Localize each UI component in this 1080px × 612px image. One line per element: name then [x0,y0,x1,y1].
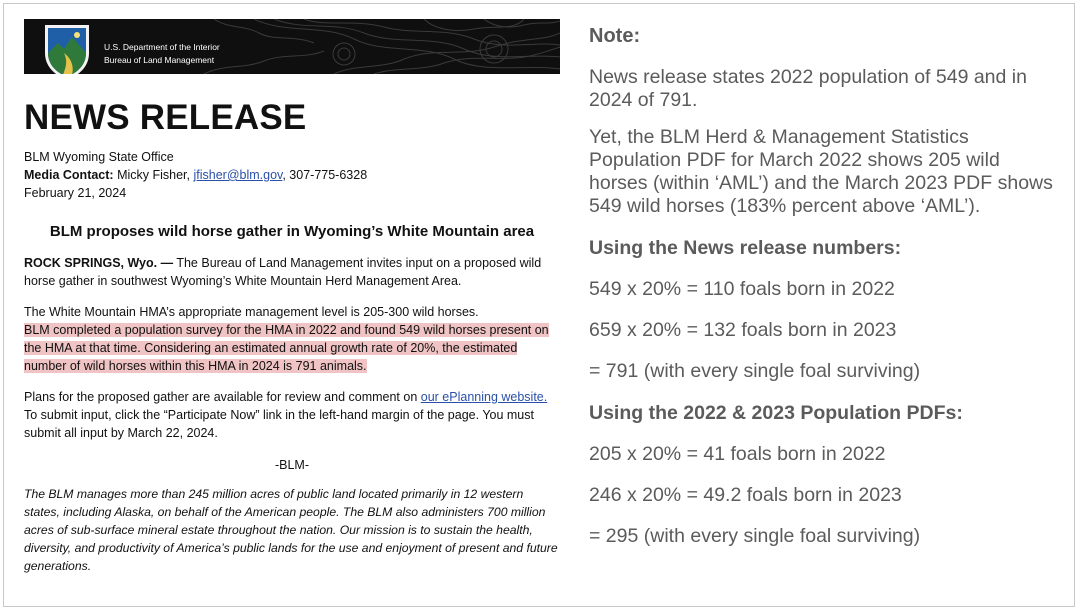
paragraph-2-intro: The White Mountain HMA’s appropriate management level is 205-300 wild horses. [24,305,479,319]
dateline: ROCK SPRINGS, Wyo. — [24,256,174,270]
blm-banner [24,19,560,74]
calc-total: = 295 (with every single foal surviving) [589,525,921,547]
media-contact-phone: , 307-775-6328 [282,168,368,182]
media-contact-name: Micky Fisher, [117,168,194,182]
release-date: February 21, 2024 [24,186,127,200]
highlighted-population-text: BLM completed a population survey for the HMA in 2022 and found 549 wild horses present on the HMA at that time. Considering an estimated annual growth rate of 20%, the estimated number of wild horses within this HMA in 2024 is 791 animals. [24,323,549,373]
calc-line: 246 x 20% = 49.2 foals born in 2023 [589,484,902,506]
paragraph-3 [24,388,560,442]
calc-line: 549 x 20% = 110 foals born in 2022 [589,278,895,300]
paragraph-1-text: The Bureau of Land Management invites input on a proposed wild horse gather in southwest Wyoming’s White Mountain Herd Management Area. [24,256,542,288]
calc-line: 659 x 20% = 132 foals born in 2023 [589,319,897,341]
note-title: Note: [589,25,641,47]
eplanning-link[interactable]: our ePlanning website. [420,390,548,404]
office-name: BLM Wyoming State Office [24,150,174,164]
paragraph-3-pre: Plans for the proposed gather are available for review and comment on [24,390,421,404]
release-meta [24,148,560,202]
paragraph-1 [24,254,560,290]
agency-line-2: Bureau of Land Management [104,55,215,65]
page-title: NEWS RELEASE [24,98,307,137]
media-contact [24,166,560,184]
calc-total: = 791 (with every single foal surviving) [589,360,921,382]
agency-name [104,41,220,67]
boilerplate-text: The BLM manages more than 245 million acres of public land located primarily in 12 western states, including Alaska, on behalf of the American people. The BLM also administers 700 million acres of sub-surface mineral estate throughout the nation. Our mission is to sustain the health, diversity, and productivity of America’s public lands for the use and enjoyment of present and future generations. [24,487,558,573]
release-subheadline: BLM proposes wild horse gather in Wyoming’s White Mountain area [49,223,535,240]
news-release [24,19,560,575]
agency-line-1: U.S. Department of the Interior [104,42,220,52]
email-link[interactable]: jfisher@blm.gov [193,168,283,182]
note-paragraph-1: News release states 2022 population of 549 and in 2024 of 791. [589,66,1027,111]
paragraph-2 [24,303,560,375]
note-heading-pdf-numbers: Using the 2022 & 2023 Population PDFs: [589,402,963,424]
blm-separator: -BLM- [274,458,310,472]
blm-logo-icon [42,23,92,74]
calc-line: 205 x 20% = 41 foals born in 2022 [589,443,886,465]
note-paragraph-2: Yet, the BLM Herd & Management Statistics Population PDF for March 2022 shows 205 wild horses (within ‘AML’) and the March 2023 PDF shows 549 wild horses (183% percent above ‘AML’). [589,126,1053,217]
note-panel [589,24,1059,548]
media-contact-label: Media Contact: [24,168,114,182]
paragraph-3-post: To submit input, click the “Participate Now” link in the left-hand margin of the page. You must submit all input by March 22, 2024. [24,408,534,440]
note-heading-news-numbers: Using the News release numbers: [589,237,902,259]
